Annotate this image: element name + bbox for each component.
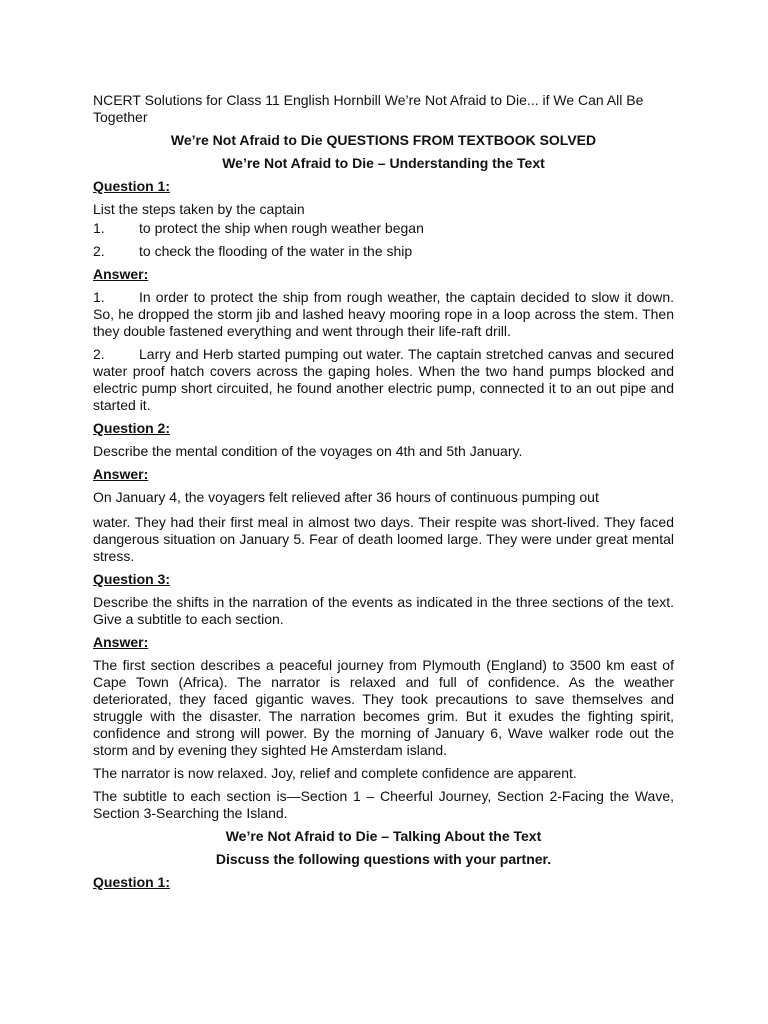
question-1-item	[93, 243, 674, 260]
answer-1-heading: Answer:	[93, 266, 149, 282]
point-number: 2.	[93, 346, 105, 362]
talking-section-title: We’re Not Afraid to Die – Talking About the Text	[225, 828, 542, 844]
answer-1-point	[93, 289, 674, 340]
answer-3-paragraph: The subtitle to each section is—Section 1 – Cheerful Journey, Section 2-Facing the Wave, Section 3-Searching the Island.	[93, 788, 674, 821]
question-2-heading: Question 2:	[93, 420, 171, 436]
question-1-item	[93, 220, 674, 237]
item-number: 1.	[93, 220, 105, 236]
section-subtitle: We’re Not Afraid to Die – Understanding the Text	[222, 155, 545, 171]
point-number: 1.	[93, 289, 105, 305]
answer-3-paragraph: The first section describes a peaceful journey from Plymouth (England) to 3500 km east of Cape Town (Africa). The narrator is relaxed and full of confidence. As the weather deteriorated, they faced gigantic waves. They took precautions to save themselves and struggle with the disaster. The narration becomes grim. But it exudes the fighting spirit, confidence and strong will power. By the morning of January 6, Wave walker rode out the storm and by evening they sighted He Amsterdam island.	[93, 657, 674, 758]
answer-3-heading: Answer:	[93, 634, 149, 650]
question-3-text: Describe the shifts in the narration of the events as indicated in the three sections of the text. Give a subtitle to each section.	[93, 594, 674, 627]
question-1-heading: Question 1:	[93, 178, 171, 194]
document-header: NCERT Solutions for Class 11 English Hornbill We’re Not Afraid to Die... if We Can All Be Together	[93, 92, 644, 125]
answer-2-line: On January 4, the voyagers felt relieved after 36 hours of continuous pumping out	[93, 489, 599, 505]
point-text: Larry and Herb started pumping out water. The captain stretched canvas and secured water proof hatch covers across the gaping holes. When the two hand pumps blocked and electric pump short circuited, he found another electric pump, connected it to an out pipe and started it.	[93, 346, 674, 413]
item-text: to check the flooding of the water in the ship	[139, 243, 413, 259]
answer-2-heading: Answer:	[93, 466, 149, 482]
question-1-text: List the steps taken by the captain	[93, 201, 305, 217]
item-number: 2.	[93, 243, 105, 259]
question-heading: Question 1:	[93, 874, 171, 890]
section-title: We’re Not Afraid to Die QUESTIONS FROM TEXTBOOK SOLVED	[170, 132, 597, 148]
answer-2-text: water. They had their first meal in almost two days. Their respite was short-lived. They faced dangerous situation on January 5. Fear of death loomed large. They were under great mental stress.	[93, 514, 674, 564]
item-text: to protect the ship when rough weather began	[139, 220, 424, 236]
answer-1-point	[93, 346, 674, 414]
discuss-instruction: Discuss the following questions with your partner.	[215, 851, 552, 867]
question-3-heading: Question 3:	[93, 571, 171, 587]
point-text: In order to protect the ship from rough weather, the captain decided to slow it down. So, he dropped the storm jib and lashed heavy mooring rope in a loop across the stem. Then they double fastened everything and went through their life-raft drill.	[93, 289, 674, 339]
question-2-text: Describe the mental condition of the voyages on 4th and 5th January.	[93, 443, 523, 459]
answer-3-paragraph: The narrator is now relaxed. Joy, relief and complete confidence are apparent.	[93, 765, 577, 781]
